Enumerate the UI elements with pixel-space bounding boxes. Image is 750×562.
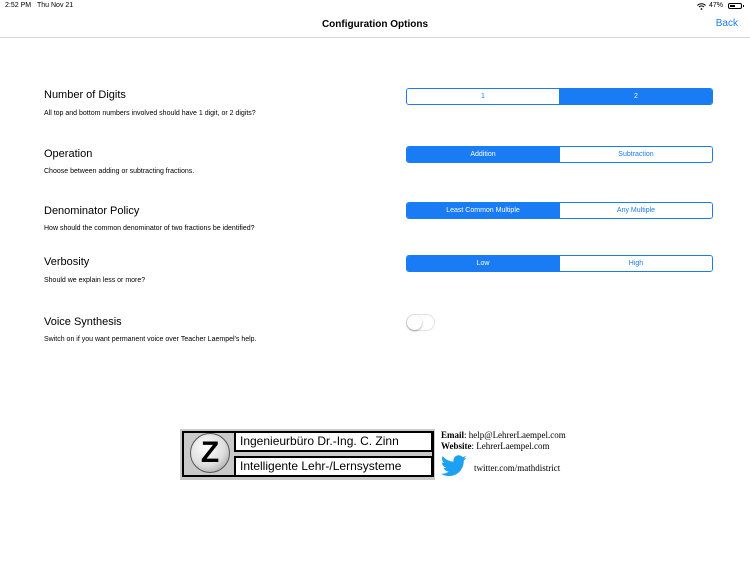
website-label: Website (441, 441, 472, 451)
verbosity-segmented-control[interactable] (406, 255, 713, 272)
voice-description: Switch on if you want permanent voice over Teacher Laempel's help. (44, 336, 257, 343)
voice-title: Voice Synthesis (44, 316, 122, 328)
company-name: Ingenieurbüro Dr.-Ing. C. Zinn (234, 431, 433, 452)
digits-title: Number of Digits (44, 89, 126, 101)
wifi-icon (697, 3, 706, 10)
twitter-bird-icon (441, 455, 467, 477)
status-right (697, 0, 742, 12)
operation-description: Choose between adding or subtracting fractions. (44, 168, 195, 175)
email-label: Email (441, 430, 465, 440)
navigation-bar (0, 12, 750, 38)
twitter-handle[interactable]: twitter.com/mathdistrict (474, 463, 561, 473)
digits-description: All top and bottom numbers involved should have 1 digit, or 2 digits? (44, 110, 256, 117)
denominator-segmented-control[interactable] (406, 202, 713, 219)
verbosity-title: Verbosity (44, 256, 90, 268)
page-title: Configuration Options (321, 19, 429, 30)
verbosity-description: Should we explain less or more? (44, 277, 146, 284)
back-button[interactable]: Back (715, 18, 738, 29)
status-bar (0, 0, 750, 12)
email-line: Email: help@LehrerLaempel.com (441, 430, 566, 440)
denominator-option-any-multiple[interactable]: Any Multiple (559, 203, 712, 218)
denominator-option-lcm[interactable]: Least Common Multiple (407, 203, 559, 218)
digits-segmented-control[interactable] (406, 88, 713, 105)
operation-title: Operation (44, 148, 93, 160)
operation-segmented-control[interactable] (406, 146, 713, 163)
website-line: Website: LehrerLaempel.com (441, 441, 550, 451)
battery-icon (728, 3, 742, 9)
digits-option-2[interactable]: 2 (559, 89, 712, 104)
logo-circle: Z (190, 433, 230, 473)
contact-info (441, 430, 566, 452)
denominator-description: How should the common denominator of two fractions be identified? (44, 225, 255, 232)
status-date: Thu Nov 21 (37, 2, 74, 9)
battery-percent: 47% (708, 2, 723, 9)
operation-option-subtraction[interactable]: Subtraction (559, 147, 712, 162)
verbosity-option-low[interactable]: Low (407, 256, 559, 271)
company-tagline: Intelligente Lehr-/Lernsysteme (234, 456, 433, 477)
website-link[interactable]: LehrerLaempel.com (476, 441, 550, 451)
toggle-knob (407, 315, 422, 330)
logo-inner (182, 431, 433, 478)
email-link[interactable]: help@LehrerLaempel.com (468, 430, 566, 440)
twitter-link[interactable] (441, 455, 560, 477)
verbosity-option-high[interactable]: High (559, 256, 712, 271)
status-time: 2:52 PM (5, 2, 32, 9)
voice-synthesis-toggle[interactable] (406, 314, 435, 331)
denominator-title: Denominator Policy (44, 205, 140, 217)
operation-option-addition[interactable]: Addition (407, 147, 559, 162)
company-logo (180, 429, 435, 480)
digits-option-1[interactable]: 1 (407, 89, 559, 104)
